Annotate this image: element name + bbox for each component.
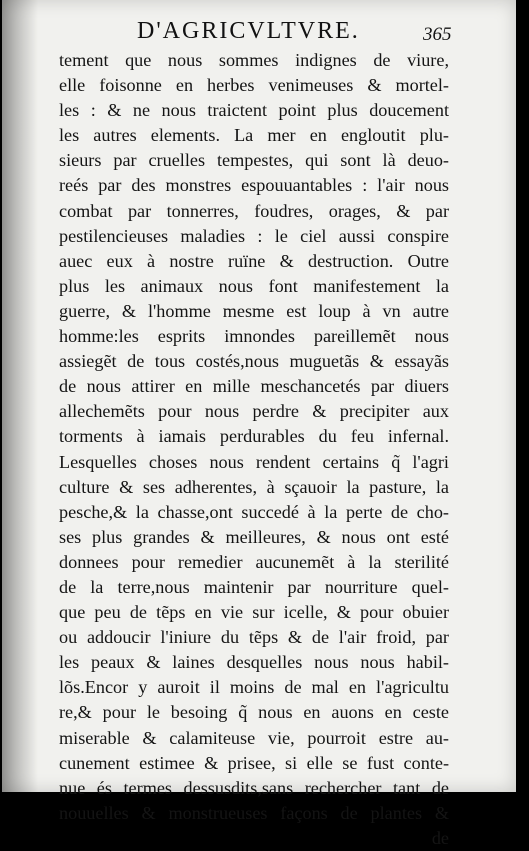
text-line: cunement estimee & prisee, si elle se fust conte- — [59, 752, 449, 773]
text-line: les peaux & laines desquelles nous nous habil- — [59, 652, 449, 673]
text-line: sieurs par cruelles tempestes, qui sont là deuo- — [59, 150, 449, 171]
text-line: auec eux à nostre ruïne & destruction. Outre — [59, 250, 449, 271]
text-line: plus les animaux nous font manifestement la — [59, 275, 449, 296]
text-line: pesche,& la chasse,ont succedé à la perte de cho- — [59, 501, 449, 522]
text-line: de la terre,nous maintenir par nourriture quel- — [59, 576, 449, 597]
text-line: torments à iamais perdurables du feu infernal. — [59, 426, 449, 447]
gutter-shadow — [2, 0, 38, 792]
text-line: re,& pour le besoing q̃ nous en auons en ceste — [59, 702, 449, 723]
book-page — [2, 0, 516, 848]
text-line: assiegẽt de tous costés,nous muguetãs & essayãs — [59, 351, 449, 372]
text-line: elle foisonne en herbes venimeuses & mortel- — [59, 75, 449, 96]
text-line: culture & ses adherentes, à sçauoir la pasture, la — [59, 476, 449, 497]
text-line: lõs.Encor y auroit il moins de mal en l'agricultu — [59, 677, 449, 698]
text-line: ou addoucir l'iniure du tẽps & de l'air froid, par — [59, 627, 449, 648]
text-line: les autres elements. La mer en engloutit plu- — [59, 125, 449, 146]
text-line: combat par tonnerres, foudres, orages, & par — [59, 200, 449, 221]
text-line: que peu de tẽps en vie sur icelle, & pour obuier — [59, 602, 449, 623]
text-line: de nous attirer en mille meschancetés par diuers — [59, 376, 449, 397]
text-line: nouuelles & monstrueuses façons de plantes & — [59, 802, 449, 823]
text-line: ses plus grandes & meilleures, & nous ont esté — [59, 526, 449, 547]
catchword: de — [431, 827, 449, 848]
body-text — [59, 48, 449, 851]
text-line: guerre, & l'homme mesme est loup à vn autre — [59, 300, 449, 321]
text-line: pestilencieuses maladies : le ciel aussi conspire — [59, 225, 449, 246]
text-line: tement que nous sommes indignes de viure, — [59, 50, 449, 70]
text-line: homme:les esprits imnondes pareillemẽt nous — [59, 326, 449, 347]
text-line: allechemẽts pour nous perdre & precipiter aux — [59, 401, 449, 422]
text-line: miserable & calamiteuse vie, pourroit estre au- — [59, 727, 449, 748]
text-line: Lesquelles choses nous rendent certains q̃ l'agri — [59, 451, 449, 472]
page-number: 365 — [423, 24, 452, 45]
text-line: reés par des monstres espouuantables : l'air nous — [59, 175, 449, 196]
text-line: donnees pour remedier aucunemẽt à la sterilité — [59, 551, 449, 572]
text-line: nue és termes dessusdits,sans rechercher tant de — [59, 777, 449, 798]
running-title: D'AGRICVLTVRE. — [137, 18, 360, 44]
text-line: les : & ne nous traictent point plus doucement — [59, 100, 449, 121]
